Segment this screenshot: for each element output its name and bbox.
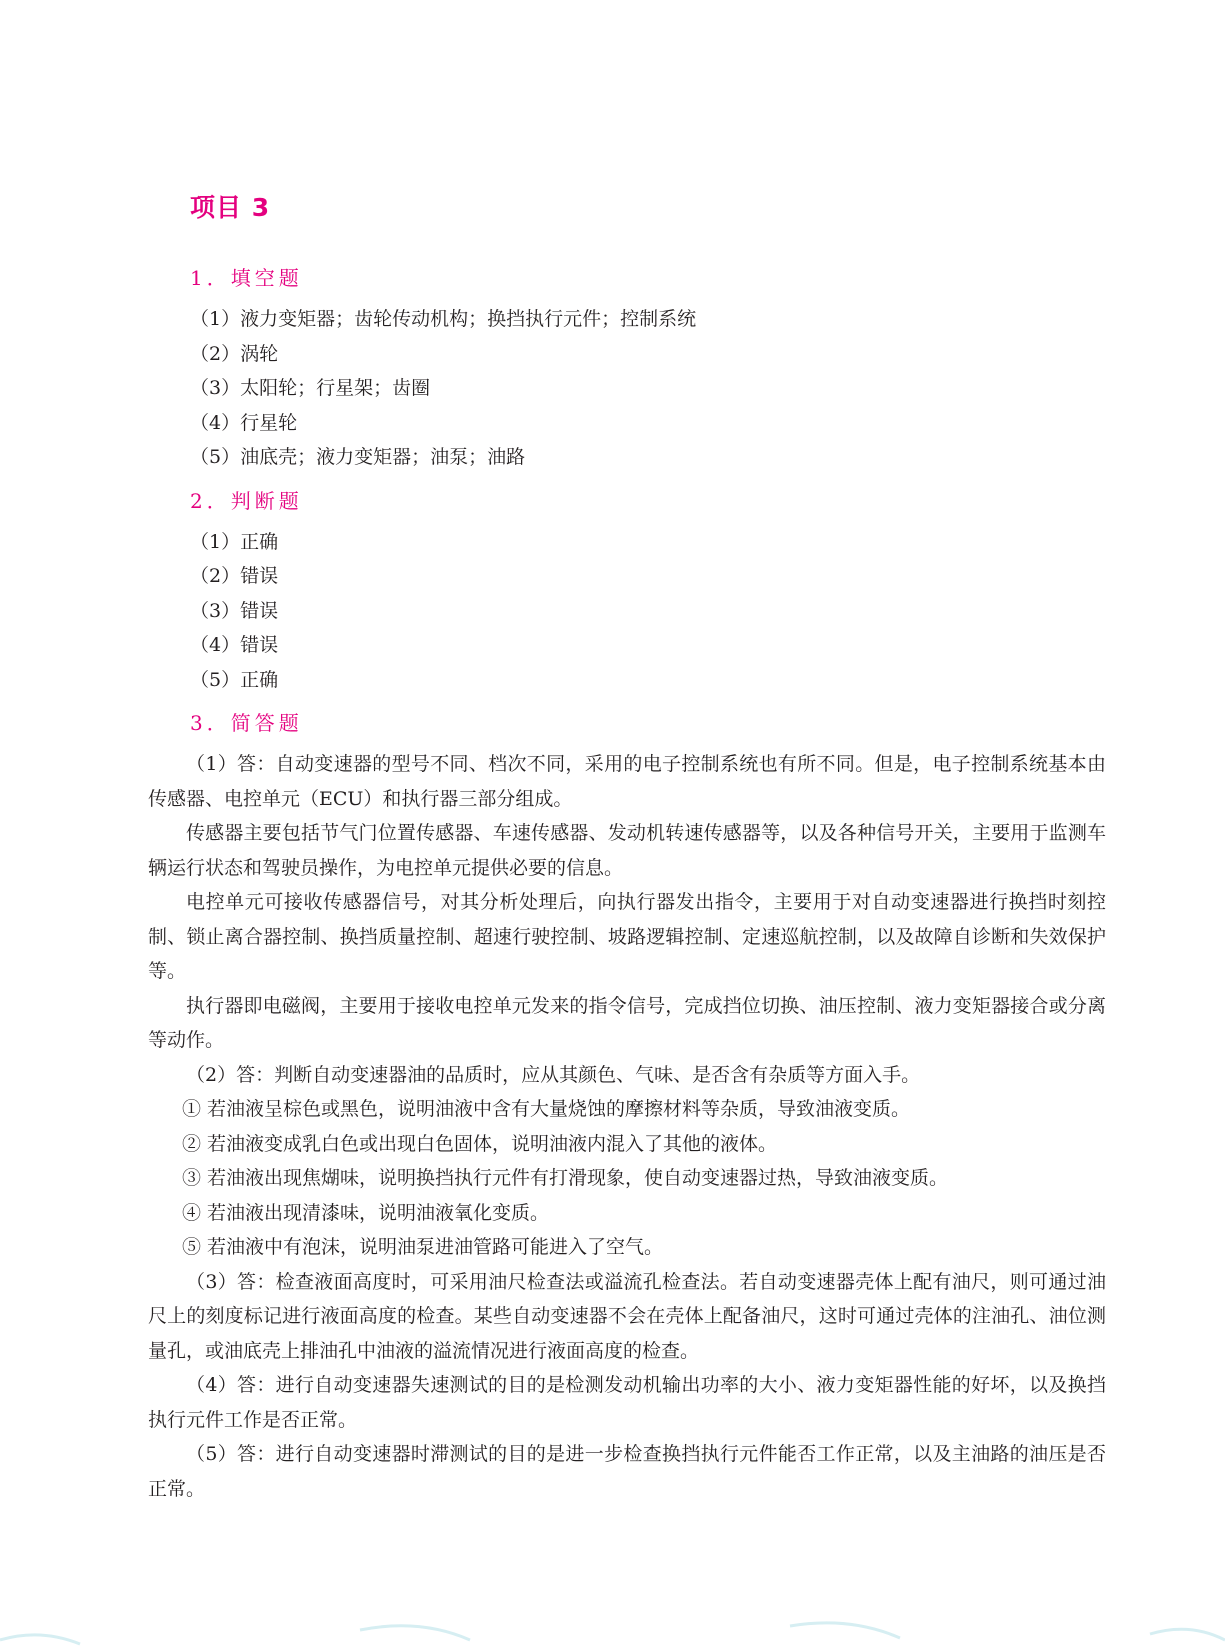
answer-paragraph: （1）答：自动变速器的型号不同、档次不同，采用的电子控制系统也有所不同。但是，电子控制系统基本由传感器、电控单元（ECU）和执行器三部分组成。: [148, 753, 1106, 810]
page-body: [148, 178, 1106, 1506]
answer-sub-item: ③ 若油液出现焦煳味，说明换挡执行元件有打滑现象，使自动变速器过热，导致油液变质。: [182, 1167, 949, 1189]
answer-paragraph: （5）答：进行自动变速器时滞测试的目的是进一步检查换挡执行元件能否工作正常，以及主油路的油压是否正常。: [148, 1443, 1106, 1500]
answer-sub-item: ④ 若油液出现清漆味，说明油液氧化变质。: [182, 1201, 550, 1224]
fill-in-item: （5）油底壳；液力变矩器；油泵；油路: [190, 446, 526, 468]
answer-paragraph: （2）答：判断自动变速器油的品质时，应从其颜色、气味、是否含有杂质等方面入手。: [186, 1063, 921, 1086]
judgement-item: （4）错误: [190, 634, 279, 656]
fill-in-list: [190, 302, 1106, 475]
fill-in-item: （3）太阳轮；行星架；齿圈: [190, 377, 431, 399]
judgement-section: [148, 487, 1106, 698]
fill-in-item: （2）涡轮: [190, 342, 279, 365]
judgement-heading: 2．判断题: [190, 488, 303, 513]
fill-in-item: （1）液力变矩器；齿轮传动机构；换挡执行元件；控制系统: [190, 308, 697, 330]
fill-in-heading: 1．填空题: [190, 266, 303, 290]
answer-sub-item: ② 若油液变成乳白色或出现白色固体，说明油液内混入了其他的液体。: [182, 1132, 778, 1155]
answer-paragraph: 执行器即电磁阀，主要用于接收电控单元发来的指令信号，完成挡位切换、油压控制、液力变矩器接合或分离等动作。: [148, 994, 1106, 1051]
fill-in-section: [148, 264, 1106, 475]
answer-sub-item: ① 若油液呈棕色或黑色，说明油液中含有大量烧蚀的摩擦材料等杂质，导致油液变质。: [182, 1098, 911, 1120]
answer-paragraph: 传感器主要包括节气门位置传感器、车速传感器、发动机转速传感器等，以及各种信号开关，主要用于监测车辆运行状态和驾驶员操作，为电控单元提供必要的信息。: [148, 822, 1106, 879]
short-answer-section: [148, 709, 1106, 1506]
judgement-item: （1）正确: [190, 530, 279, 553]
judgement-item: （5）正确: [190, 668, 279, 691]
judgement-list: [190, 525, 1106, 698]
project-title: 项目 3: [190, 193, 271, 222]
judgement-item: （2）错误: [190, 565, 279, 587]
bottom-decoration: [0, 1610, 1225, 1650]
fill-in-item: （4）行星轮: [190, 411, 298, 434]
answer-paragraph: （3）答：检查液面高度时，可采用油尺检查法或溢流孔检查法。若自动变速器壳体上配有油尺，则可通过油尺上的刻度标记进行液面高度的检查。某些自动变速器不会在壳体上配备油尺，这时可通过壳体的注油孔、油位测量孔，或油底壳上排油孔中油液的溢流情况进行液面高度的检查。: [148, 1270, 1106, 1362]
answer-paragraph: 电控单元可接收传感器信号，对其分析处理后，向执行器发出指令，主要用于对自动变速器进行换挡时刻控制、锁止离合器控制、换挡质量控制、超速行驶控制、坡路逻辑控制、定速巡航控制，以及故障自诊断和失效保护等。: [148, 891, 1106, 982]
answer-paragraph: （4）答：进行自动变速器失速测试的目的是检测发动机输出功率的大小、液力变矩器性能的好坏，以及换挡执行元件工作是否正常。: [148, 1374, 1106, 1431]
judgement-item: （3）错误: [190, 599, 279, 622]
answer-sub-item: ⑤ 若油液中有泡沫，说明油泵进油管路可能进入了空气。: [182, 1236, 664, 1258]
short-answer-heading: 3．简答题: [190, 711, 303, 735]
